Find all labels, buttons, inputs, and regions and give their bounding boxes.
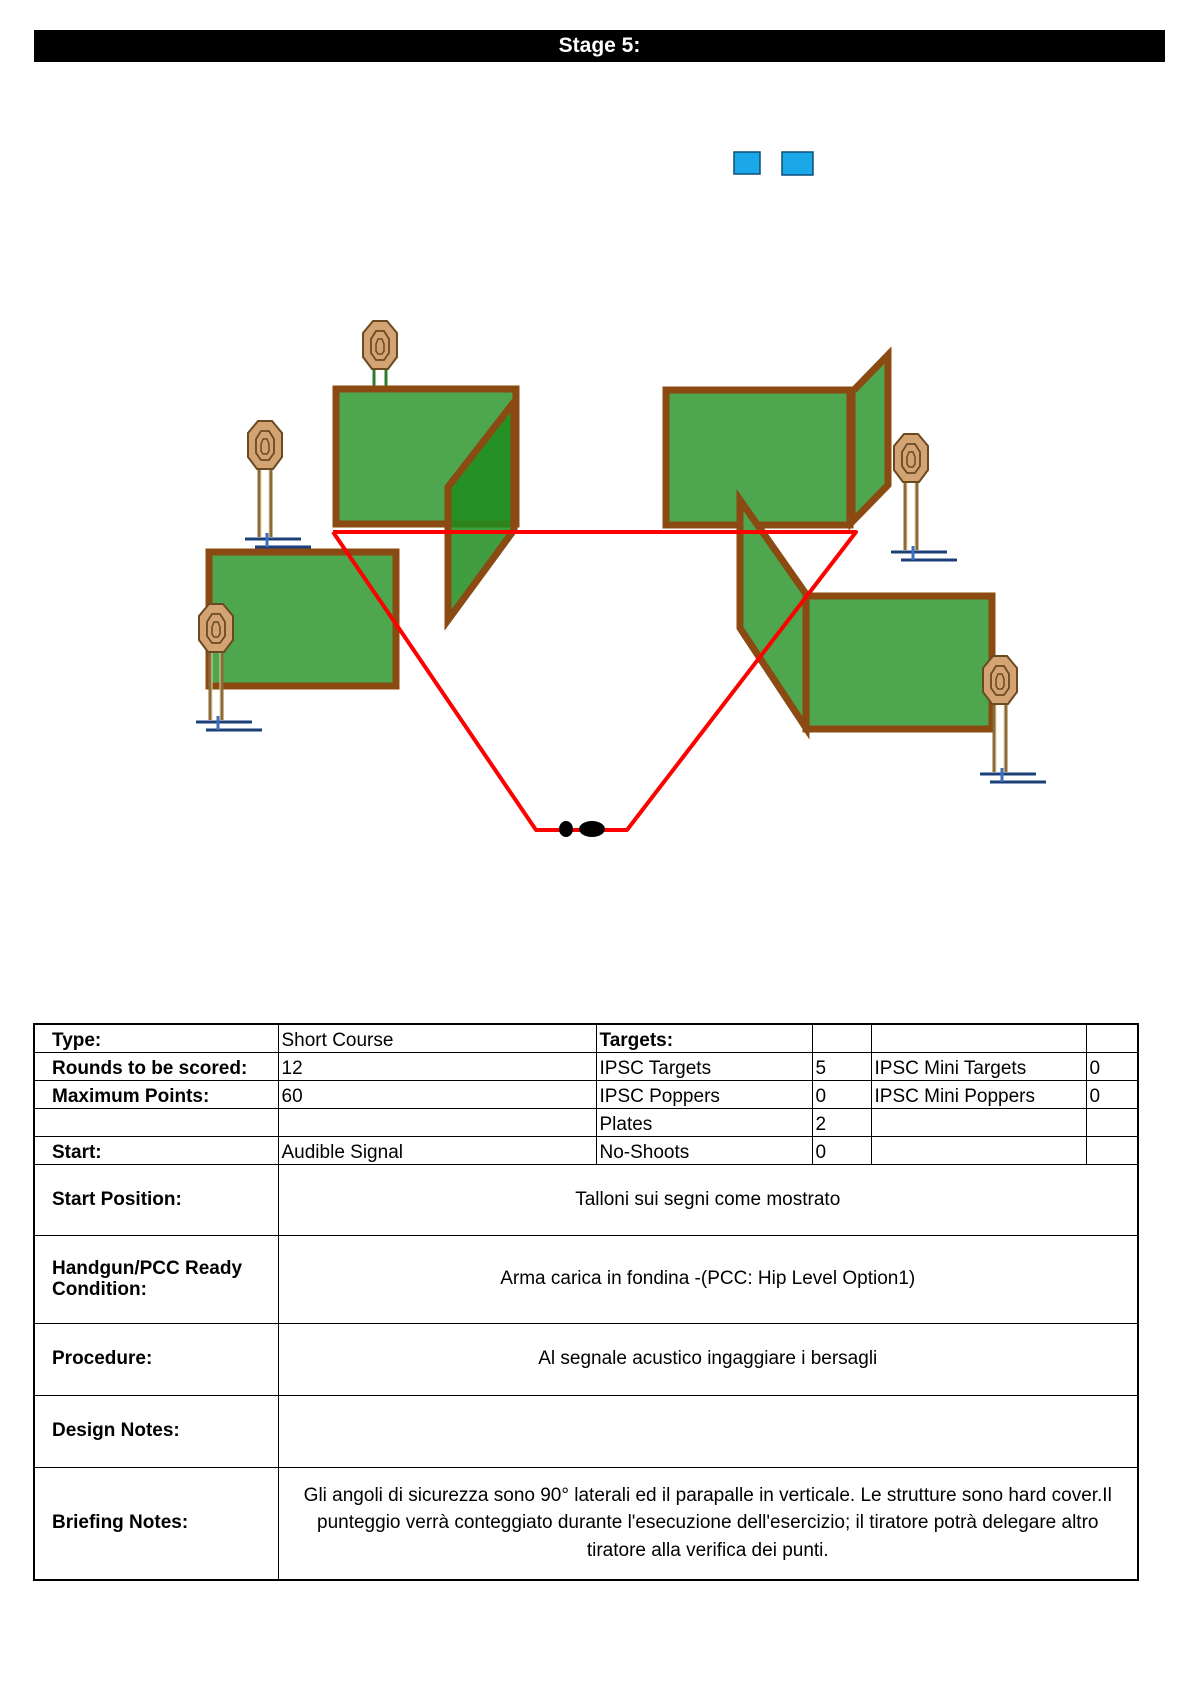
wall-left-bottom bbox=[209, 552, 396, 686]
stage-diagram bbox=[0, 80, 1191, 980]
briefing-notes-value: Gli angoli di sicurezza sono 90° laterali ed il parapalle in verticale. Le strutture sono hard cover.Il punteggio verrà conteggiato durante l'esecuzione dell'esercizio; il tiratore potrà delegare altro tiratore alla verifica dei punti. bbox=[278, 1468, 1138, 1580]
no-shoots-value: 0 bbox=[812, 1137, 871, 1165]
table-row bbox=[34, 1081, 1138, 1109]
start-position-value: Talloni sui segni come mostrato bbox=[278, 1165, 1138, 1236]
ready-condition-value: Arma carica in fondina -(PCC: Hip Level Option1) bbox=[278, 1236, 1138, 1324]
procedure-label: Procedure: bbox=[34, 1324, 278, 1396]
mini-poppers-label: IPSC Mini Poppers bbox=[871, 1081, 1086, 1109]
wall-right-side bbox=[852, 355, 888, 522]
wall-right-angled bbox=[740, 500, 806, 728]
ipsc-target-4 bbox=[891, 434, 957, 560]
steel-plate-1 bbox=[734, 152, 760, 174]
type-value: Short Course bbox=[278, 1024, 596, 1053]
ipsc-poppers-value: 0 bbox=[812, 1081, 871, 1109]
stage-info-table bbox=[33, 1023, 1139, 1581]
targets-header: Targets: bbox=[596, 1024, 812, 1053]
start-label: Start: bbox=[34, 1137, 278, 1165]
table-row bbox=[34, 1468, 1138, 1580]
max-points-label: Maximum Points: bbox=[34, 1081, 278, 1109]
mini-targets-value: 0 bbox=[1086, 1053, 1138, 1081]
mini-poppers-value: 0 bbox=[1086, 1081, 1138, 1109]
max-points-value: 60 bbox=[278, 1081, 596, 1109]
table-row bbox=[34, 1053, 1138, 1081]
table-row bbox=[34, 1324, 1138, 1396]
start-position-label: Start Position: bbox=[34, 1165, 278, 1236]
table-row bbox=[34, 1137, 1138, 1165]
ipsc-target-2 bbox=[245, 421, 311, 547]
steel-plate-2 bbox=[782, 152, 813, 175]
no-shoots-label: No-Shoots bbox=[596, 1137, 812, 1165]
start-value: Audible Signal bbox=[278, 1137, 596, 1165]
rounds-value: 12 bbox=[278, 1053, 596, 1081]
plates-value: 2 bbox=[812, 1109, 871, 1137]
ipsc-targets-label: IPSC Targets bbox=[596, 1053, 812, 1081]
table-row bbox=[34, 1109, 1138, 1137]
table-row bbox=[34, 1024, 1138, 1053]
procedure-value: Al segnale acustico ingaggiare i bersagli bbox=[278, 1324, 1138, 1396]
ipsc-targets-value: 5 bbox=[812, 1053, 871, 1081]
ready-condition-label: Handgun/PCC Ready Condition: bbox=[34, 1236, 278, 1324]
plates-label: Plates bbox=[596, 1109, 812, 1137]
table-row bbox=[34, 1396, 1138, 1468]
wall-right-top bbox=[666, 390, 850, 525]
stage-title: Stage 5: bbox=[34, 30, 1165, 62]
type-label: Type: bbox=[34, 1024, 278, 1053]
table-row bbox=[34, 1165, 1138, 1236]
design-notes-label: Design Notes: bbox=[34, 1396, 278, 1468]
ipsc-poppers-label: IPSC Poppers bbox=[596, 1081, 812, 1109]
mini-targets-label: IPSC Mini Targets bbox=[871, 1053, 1086, 1081]
design-notes-value bbox=[278, 1396, 1138, 1468]
foot-marks bbox=[559, 821, 605, 837]
briefing-notes-label: Briefing Notes: bbox=[34, 1468, 278, 1580]
table-row bbox=[34, 1236, 1138, 1324]
rounds-label: Rounds to be scored: bbox=[34, 1053, 278, 1081]
wall-right-bottom bbox=[806, 596, 992, 729]
